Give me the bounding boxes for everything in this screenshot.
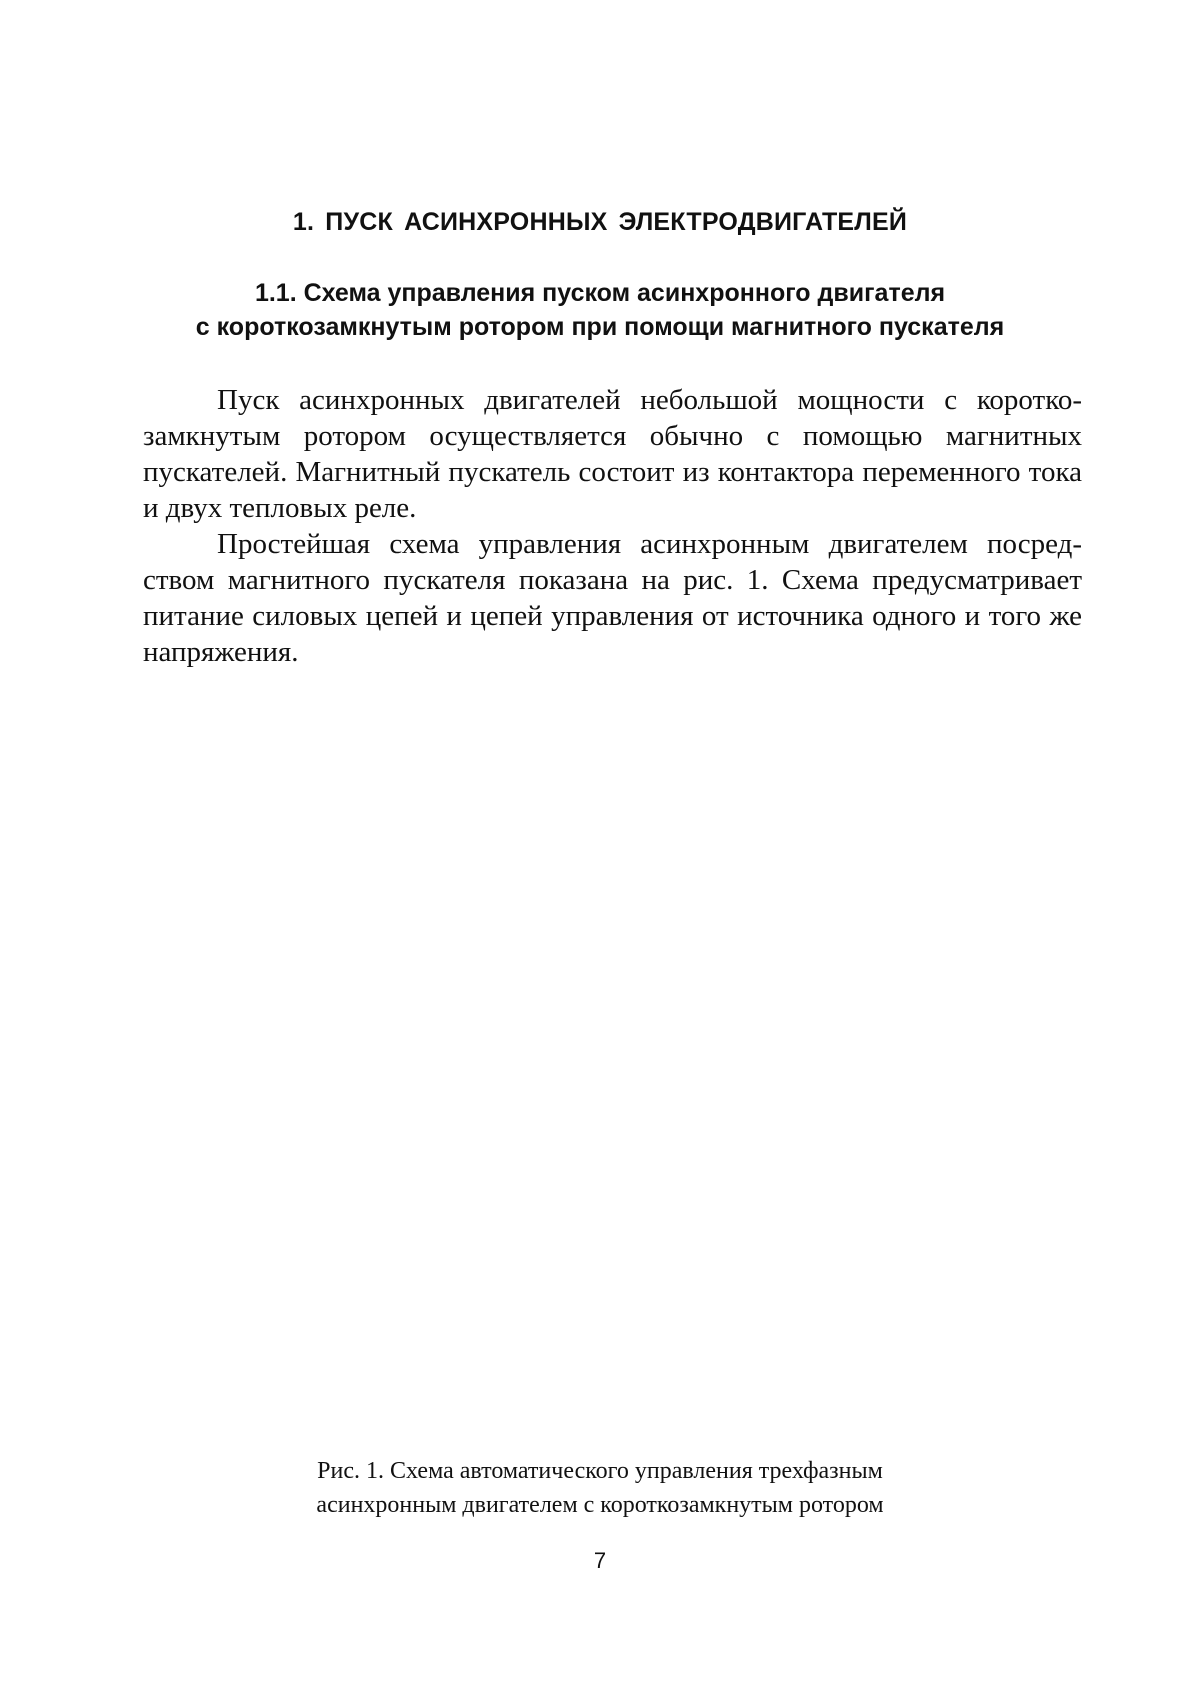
page-number: 7 — [0, 1548, 1200, 1574]
figure-placeholder — [143, 680, 1082, 1440]
section-title-line-2: с короткозамкнутым ротором при помощи магнитного пускателя — [0, 310, 1200, 344]
figure-caption — [0, 1454, 1200, 1522]
paragraph-2: Простейшая схема управления асинхронным двигателем посред-ством магнитного пускателя показана на рис. 1. Схема предусматривает питание силовых цепей и цепей управления от источника одного и того же напряжения. — [143, 526, 1082, 670]
section-title-line-1: 1.1. Схема управления пуском асинхронного двигателя — [0, 276, 1200, 310]
figure-caption-line-1: Рис. 1. Схема автоматического управления трехфазным — [0, 1454, 1200, 1488]
chapter-title: 1. ПУСК АСИНХРОННЫХ ЭЛЕКТРОДВИГАТЕЛЕЙ — [0, 208, 1200, 237]
body-text — [143, 382, 1082, 670]
paragraph-1: Пуск асинхронных двигателей небольшой мощности с коротко-замкнутым ротором осуществляется обычно с помощью магнитных пускателей. Магнитный пускатель состоит из контактора переменного тока и двух тепловых реле. — [143, 382, 1082, 526]
figure-caption-line-2: асинхронным двигателем с короткозамкнутым ротором — [0, 1488, 1200, 1522]
section-title — [0, 276, 1200, 344]
document-page — [0, 0, 1200, 1697]
